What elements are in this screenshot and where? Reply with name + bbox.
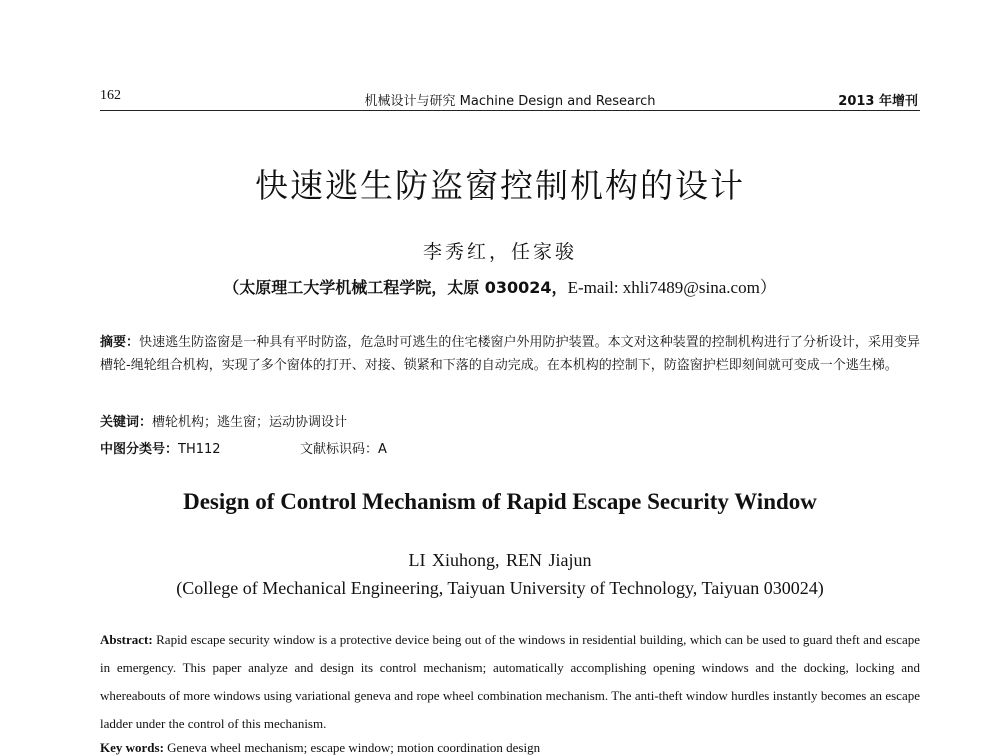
english-abstract-text: Rapid escape security window is a protective device being out of the windows in residential building, which can be used to guard theft and escape in emergency. This paper analyze and design its control mechanism; automatically accomplishing opening windows and the docking, locking and whereabouts of more windows using variational geneva and rope wheel combination mechanism. The anti-theft window hurdles instantly becomes an escape ladder under the control of this mechanism. — [100, 632, 920, 731]
running-header — [100, 86, 920, 111]
chinese-affiliation-text: （太原理工大学机械工程学院，太原 030024， — [223, 278, 568, 297]
page-number: 162 — [100, 88, 121, 103]
chinese-keywords — [100, 411, 920, 430]
author-email: E-mail: xhli7489@sina.com） — [567, 278, 777, 297]
document-code-value: A — [378, 442, 387, 457]
english-abstract-label: Abstract: — [100, 632, 153, 647]
english-keywords-label: Key words: — [100, 740, 164, 755]
chinese-title: 快速逃生防盗窗控制机构的设计 — [255, 166, 745, 205]
chinese-abstract — [100, 331, 920, 377]
classification-label: 中图分类号： — [100, 442, 179, 457]
classification-line — [100, 438, 920, 457]
chinese-affiliation — [0, 273, 1000, 298]
journal-name: 机械设计与研究 Machine Design and Research — [364, 94, 656, 109]
document-code-label: 文献标识码： — [300, 442, 379, 457]
issue-label: 2013 年增刊 — [838, 94, 918, 109]
english-keywords — [100, 740, 920, 756]
chinese-authors: 李秀红，任家骏 — [422, 241, 577, 263]
chinese-keywords-text: 槽轮机构；逃生窗；运动协调设计 — [152, 415, 348, 430]
english-keywords-text: Geneva wheel mechanism; escape window; motion coordination design — [163, 740, 541, 755]
english-authors: LI Xiuhong, REN Jiajun — [408, 550, 592, 570]
english-affiliation: (College of Mechanical Engineering, Taiyuan University of Technology, Taiyuan 030024) — [176, 578, 824, 598]
chinese-abstract-label: 摘要： — [100, 335, 140, 350]
document-code — [300, 438, 387, 457]
classification-value: TH112 — [178, 442, 221, 457]
chinese-keywords-label: 关键词： — [100, 415, 153, 430]
chinese-abstract-text: 快速逃生防盗窗是一种具有平时防盗，危急时可逃生的住宅楼窗户外用防护装置。本文对这种装置的控制机构进行了分析设计，采用变异槽轮-绳轮组合机构，实现了多个窗体的打开、对接、锁紧和下落的自动完成。在本机构的控制下，防盗窗护栏即刻间就可变成一个逃生梯。 — [100, 335, 920, 373]
english-abstract — [100, 626, 920, 738]
english-title: Design of Control Mechanism of Rapid Escape Security Window — [183, 489, 817, 514]
